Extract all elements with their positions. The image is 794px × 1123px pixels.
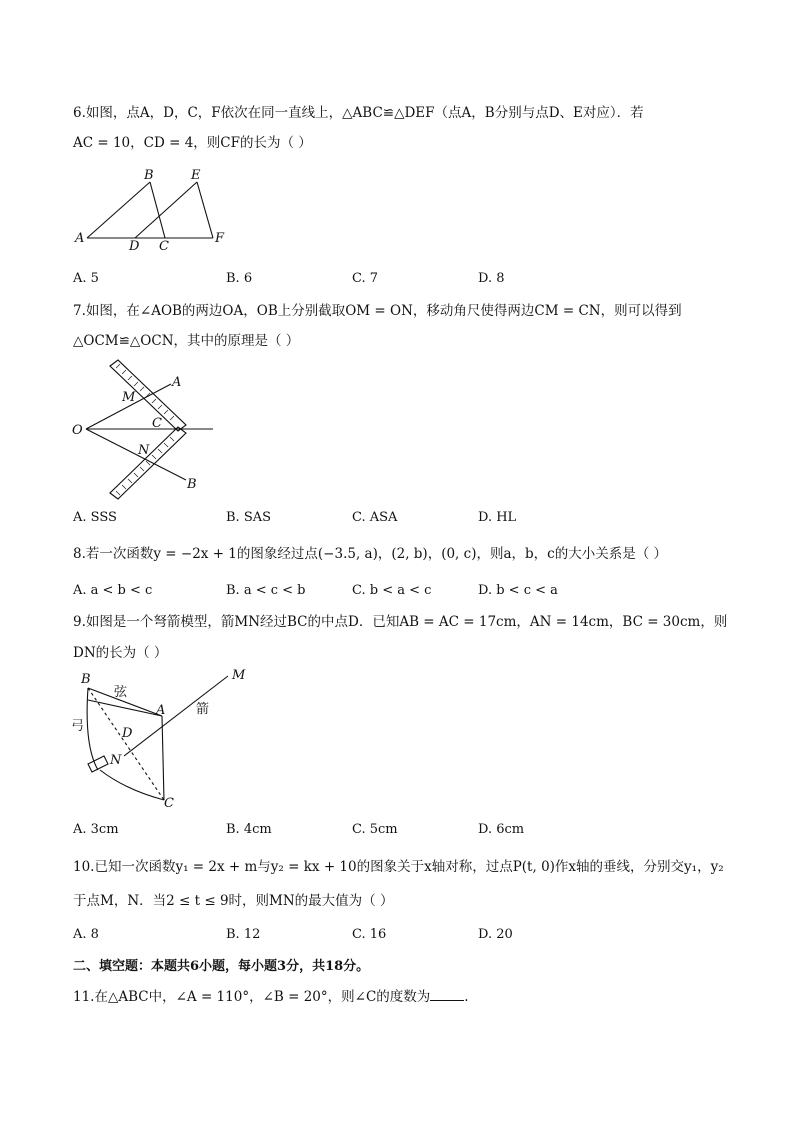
q6-line-ef: [197, 182, 213, 238]
q7-label-a: A: [172, 375, 182, 390]
q7-line2: △OCM≌△OCN，其中的原理是（ ）: [73, 333, 300, 349]
q7-figure: [68, 357, 228, 502]
q7-option-a[interactable]: A. SSS: [73, 510, 117, 525]
q8-option-a[interactable]: A. a < b < c: [73, 583, 153, 598]
q9-label-n: N: [110, 753, 122, 768]
q10-option-d[interactable]: D. 20: [478, 927, 513, 942]
q6-line2: AC = 10，CD = 4，则CF的长为（ ）: [73, 135, 312, 151]
q9-option-a[interactable]: A. 3cm: [73, 822, 119, 837]
q7-line1: 7.如图，在∠AOB的两边OA，OB上分别截取OM = ON，移动角尺使得两边CM = CN，则可以得到: [73, 303, 682, 319]
q9-label-c: C: [164, 796, 174, 811]
q6-line-ab: [87, 182, 150, 238]
q6-option-a[interactable]: A. 5: [73, 271, 99, 286]
q7-label-b: B: [187, 477, 197, 492]
q10-line1: 10.已知一次函数y₁ = 2x + m与y₂ = kx + 10的图象关于x轴对称，过点P(t, 0)作x轴的垂线，分别交y₁，y₂: [73, 859, 724, 875]
q9-line1: 9.如图是一个弩箭模型，箭MN经过BC的中点D．已知AB = AC = 17cm，AN = 14cm，BC = 30cm，则: [73, 614, 728, 630]
q7-label-c: C: [152, 416, 162, 431]
q6-option-b[interactable]: B. 6: [226, 271, 253, 286]
q7-option-d[interactable]: D. HL: [478, 510, 517, 525]
q9-figure: [68, 666, 258, 816]
q8-option-d[interactable]: D. b < c < a: [478, 583, 558, 598]
q11-answer-blank[interactable]: [430, 988, 464, 1001]
q6-line1: 6.如图，点A，D，C，F依次在同一直线上，△ABC≌△DEF（点A，B分别与点D、E对应）．若: [73, 105, 644, 121]
q7-label-m: M: [122, 390, 136, 405]
q9-line-ac: [162, 716, 164, 800]
q7-option-b[interactable]: B. SAS: [226, 510, 272, 525]
q9-arrow-tail: [88, 756, 108, 772]
q6-line-de: [135, 182, 197, 238]
q6-label-f: F: [215, 231, 225, 246]
q9-arrow-mn: [124, 676, 228, 756]
q7-label-n: N: [138, 443, 150, 458]
q9-label-gong: 弓: [71, 719, 85, 734]
q7-label-o: O: [72, 423, 83, 438]
q11-line: [73, 988, 469, 1006]
q7-ray-ob: [86, 429, 186, 480]
q8-option-b[interactable]: B. a < c < b: [226, 583, 306, 598]
q6-label-d: D: [129, 239, 140, 254]
q10-option-a[interactable]: A. 8: [73, 927, 99, 942]
q9-label-xian: 弦: [114, 685, 128, 700]
q9-bow-arc-bottom: [100, 770, 164, 800]
q10-option-c[interactable]: C. 16: [352, 927, 387, 942]
q6-label-e: E: [191, 168, 201, 183]
q9-option-b[interactable]: B. 4cm: [226, 822, 272, 837]
q6-option-d[interactable]: D. 8: [478, 271, 505, 286]
q9-label-d: D: [122, 726, 133, 741]
q8-option-c[interactable]: C. b < a < c: [352, 583, 432, 598]
q6-line-bc: [150, 182, 165, 238]
q10-line2: 于点M，N．当2 ≤ t ≤ 9时，则MN的最大值为（ ）: [73, 893, 394, 909]
q9-line2: DN的长为（ ）: [73, 645, 168, 661]
q8-line1: 8.若一次函数y = −2x + 1的图象经过点(−3.5, a)，(2, b)，(0, c)，则a，b，c的大小关系是（ ）: [73, 546, 667, 562]
q6-option-c[interactable]: C. 7: [352, 271, 379, 286]
q7-option-c[interactable]: C. ASA: [352, 510, 398, 525]
q9-label-jian: 箭: [196, 702, 210, 717]
q6-label-a: A: [75, 231, 85, 246]
q9-option-c[interactable]: C. 5cm: [352, 822, 398, 837]
section2-heading: 二、填空题：本题共6小题，每小题3分，共18分。: [73, 959, 370, 974]
q9-label-m: M: [232, 668, 246, 683]
q6-label-c: C: [159, 239, 169, 254]
q9-label-b: B: [81, 672, 91, 687]
q6-figure: [70, 165, 240, 255]
q9-option-d[interactable]: D. 6cm: [478, 822, 525, 837]
q9-line-bc-dashed: [88, 688, 164, 800]
q10-option-b[interactable]: B. 12: [226, 927, 261, 942]
q6-label-b: B: [144, 168, 154, 183]
q9-label-a: A: [156, 703, 166, 718]
q11-end: .: [464, 989, 469, 1005]
q11-text: 11.在△ABC中，∠A = 110°，∠B = 20°，则∠C的度数为: [73, 989, 431, 1005]
